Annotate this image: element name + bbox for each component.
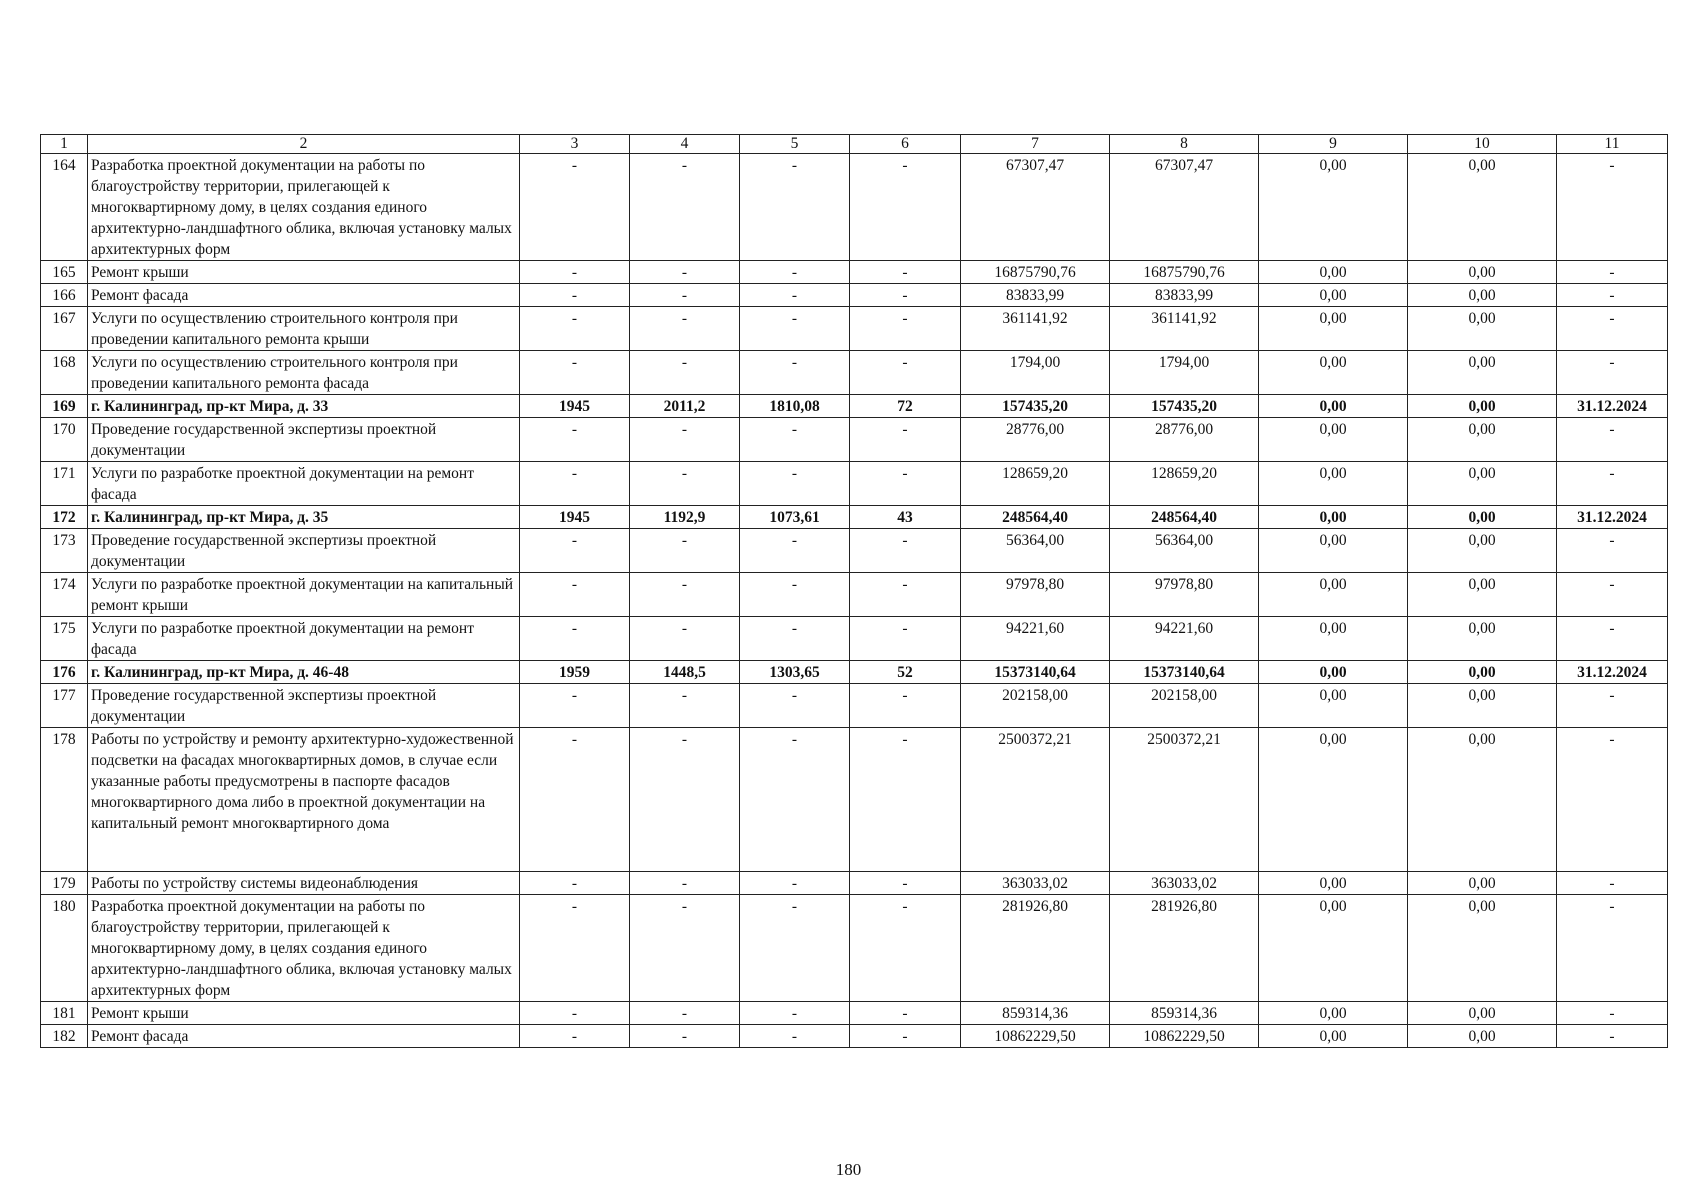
total-cost-cell: 83833,99 — [961, 284, 1110, 307]
work-description-cell: Проведение государственной экспертизы проектной документации — [88, 418, 520, 462]
completion-date-cell: - — [1557, 529, 1668, 573]
build-year-cell: - — [520, 351, 630, 395]
residents-count-cell: 72 — [850, 395, 961, 418]
total-area-cell: - — [630, 462, 740, 506]
fund-cost-cell: 28776,00 — [1110, 418, 1259, 462]
capital-repair-table — [40, 134, 1668, 1048]
work-description-cell: Услуги по осуществлению строительного контроля при проведении капитального ремонта крыши — [88, 307, 520, 351]
fund-cost-cell: 363033,02 — [1110, 872, 1259, 895]
residential-area-cell: - — [740, 872, 850, 895]
build-year-cell: - — [520, 1025, 630, 1048]
row-number-cell: 181 — [41, 1002, 88, 1025]
completion-date-cell: 31.12.2024 — [1557, 661, 1668, 684]
total-cost-cell: 56364,00 — [961, 529, 1110, 573]
total-cost-cell: 859314,36 — [961, 1002, 1110, 1025]
build-year-cell: - — [520, 1002, 630, 1025]
fund-cost-cell: 94221,60 — [1110, 617, 1259, 661]
other-cost-cell: 0,00 — [1408, 154, 1557, 261]
total-area-cell: - — [630, 573, 740, 617]
table-row — [41, 895, 1668, 1002]
residential-area-cell: - — [740, 684, 850, 728]
total-cost-cell: 15373140,64 — [961, 661, 1110, 684]
residential-area-cell: 1810,08 — [740, 395, 850, 418]
budget-cost-cell: 0,00 — [1259, 684, 1408, 728]
residential-area-cell: 1073,61 — [740, 506, 850, 529]
total-area-cell: - — [630, 351, 740, 395]
build-year-cell: - — [520, 284, 630, 307]
build-year-cell: - — [520, 307, 630, 351]
work-description-cell: Услуги по осуществлению строительного контроля при проведении капитального ремонта фасада — [88, 351, 520, 395]
completion-date-cell: - — [1557, 1002, 1668, 1025]
other-cost-cell: 0,00 — [1408, 506, 1557, 529]
build-year-cell: - — [520, 728, 630, 872]
row-number-cell: 169 — [41, 395, 88, 418]
residential-area-cell: - — [740, 261, 850, 284]
fund-cost-cell: 56364,00 — [1110, 529, 1259, 573]
completion-date-cell: - — [1557, 307, 1668, 351]
residential-area-cell: - — [740, 1002, 850, 1025]
residents-count-cell: - — [850, 684, 961, 728]
residents-count-cell: - — [850, 573, 961, 617]
residential-area-cell: - — [740, 573, 850, 617]
completion-date-cell: - — [1557, 418, 1668, 462]
budget-cost-cell: 0,00 — [1259, 728, 1408, 872]
completion-date-cell: - — [1557, 284, 1668, 307]
total-area-cell: - — [630, 529, 740, 573]
fund-cost-cell: 361141,92 — [1110, 307, 1259, 351]
budget-cost-cell: 0,00 — [1259, 284, 1408, 307]
total-area-cell: - — [630, 261, 740, 284]
table-row — [41, 154, 1668, 261]
total-cost-cell: 1794,00 — [961, 351, 1110, 395]
other-cost-cell: 0,00 — [1408, 395, 1557, 418]
fund-cost-cell: 157435,20 — [1110, 395, 1259, 418]
residents-count-cell: - — [850, 284, 961, 307]
table-row — [41, 872, 1668, 895]
document-sheet — [40, 134, 1667, 1048]
work-description-cell: Услуги по разработке проектной документации на капитальный ремонт крыши — [88, 573, 520, 617]
total-cost-cell: 94221,60 — [961, 617, 1110, 661]
other-cost-cell: 0,00 — [1408, 529, 1557, 573]
header-col-7: 7 — [961, 135, 1110, 154]
residential-area-cell: - — [740, 617, 850, 661]
other-cost-cell: 0,00 — [1408, 872, 1557, 895]
row-number-cell: 180 — [41, 895, 88, 1002]
total-cost-cell: 97978,80 — [961, 573, 1110, 617]
total-cost-cell: 67307,47 — [961, 154, 1110, 261]
row-number-cell: 171 — [41, 462, 88, 506]
row-number-cell: 175 — [41, 617, 88, 661]
work-description-cell: Разработка проектной документации на работы по благоустройству территории, прилегающей к многоквартирному дому, в целях создания единого архитектурно-ландшафтного облика, включая установку малых архитектурных форм — [88, 895, 520, 1002]
total-area-cell: - — [630, 728, 740, 872]
other-cost-cell: 0,00 — [1408, 261, 1557, 284]
build-year-cell: - — [520, 872, 630, 895]
header-col-9: 9 — [1259, 135, 1408, 154]
header-col-1: 1 — [41, 135, 88, 154]
build-year-cell: - — [520, 154, 630, 261]
table-row — [41, 284, 1668, 307]
total-cost-cell: 361141,92 — [961, 307, 1110, 351]
header-col-6: 6 — [850, 135, 961, 154]
residential-area-cell: - — [740, 284, 850, 307]
table-row — [41, 573, 1668, 617]
header-col-4: 4 — [630, 135, 740, 154]
work-description-cell: Ремонт крыши — [88, 261, 520, 284]
residential-area-cell: 1303,65 — [740, 661, 850, 684]
fund-cost-cell: 248564,40 — [1110, 506, 1259, 529]
header-col-2: 2 — [88, 135, 520, 154]
build-year-cell: - — [520, 529, 630, 573]
total-cost-cell: 363033,02 — [961, 872, 1110, 895]
residents-count-cell: - — [850, 154, 961, 261]
residents-count-cell: - — [850, 418, 961, 462]
fund-cost-cell: 859314,36 — [1110, 1002, 1259, 1025]
fund-cost-cell: 281926,80 — [1110, 895, 1259, 1002]
completion-date-cell: 31.12.2024 — [1557, 506, 1668, 529]
residents-count-cell: - — [850, 529, 961, 573]
build-year-cell: - — [520, 684, 630, 728]
work-description-cell: Разработка проектной документации на работы по благоустройству территории, прилегающей к многоквартирному дому, в целях создания единого архитектурно-ландшафтного облика, включая установку малых архитектурных форм — [88, 154, 520, 261]
completion-date-cell: - — [1557, 895, 1668, 1002]
work-description-cell: г. Калининград, пр-кт Мира, д. 33 — [88, 395, 520, 418]
table-row — [41, 728, 1668, 872]
budget-cost-cell: 0,00 — [1259, 351, 1408, 395]
build-year-cell: 1959 — [520, 661, 630, 684]
total-area-cell: - — [630, 284, 740, 307]
budget-cost-cell: 0,00 — [1259, 418, 1408, 462]
row-number-cell: 182 — [41, 1025, 88, 1048]
row-number-cell: 176 — [41, 661, 88, 684]
completion-date-cell: - — [1557, 728, 1668, 872]
fund-cost-cell: 202158,00 — [1110, 684, 1259, 728]
residents-count-cell: - — [850, 261, 961, 284]
fund-cost-cell: 15373140,64 — [1110, 661, 1259, 684]
work-description-cell: Проведение государственной экспертизы проектной документации — [88, 684, 520, 728]
total-area-cell: - — [630, 617, 740, 661]
work-description-cell: г. Калининград, пр-кт Мира, д. 46-48 — [88, 661, 520, 684]
budget-cost-cell: 0,00 — [1259, 573, 1408, 617]
fund-cost-cell: 97978,80 — [1110, 573, 1259, 617]
residential-area-cell: - — [740, 529, 850, 573]
table-row — [41, 351, 1668, 395]
residents-count-cell: - — [850, 895, 961, 1002]
total-cost-cell: 202158,00 — [961, 684, 1110, 728]
table-row — [41, 1002, 1668, 1025]
work-description-cell: Проведение государственной экспертизы проектной документации — [88, 529, 520, 573]
residential-area-cell: - — [740, 462, 850, 506]
total-cost-cell: 10862229,50 — [961, 1025, 1110, 1048]
header-col-11: 11 — [1557, 135, 1668, 154]
other-cost-cell: 0,00 — [1408, 1002, 1557, 1025]
total-area-cell: - — [630, 872, 740, 895]
table-row — [41, 261, 1668, 284]
total-area-cell: 1192,9 — [630, 506, 740, 529]
residents-count-cell: - — [850, 307, 961, 351]
row-number-cell: 172 — [41, 506, 88, 529]
completion-date-cell: - — [1557, 351, 1668, 395]
build-year-cell: - — [520, 462, 630, 506]
build-year-cell: - — [520, 573, 630, 617]
residents-count-cell: - — [850, 617, 961, 661]
row-number-cell: 173 — [41, 529, 88, 573]
header-col-8: 8 — [1110, 135, 1259, 154]
fund-cost-cell: 2500372,21 — [1110, 728, 1259, 872]
fund-cost-cell: 67307,47 — [1110, 154, 1259, 261]
other-cost-cell: 0,00 — [1408, 661, 1557, 684]
budget-cost-cell: 0,00 — [1259, 529, 1408, 573]
row-number-cell: 166 — [41, 284, 88, 307]
table-row — [41, 684, 1668, 728]
budget-cost-cell: 0,00 — [1259, 395, 1408, 418]
fund-cost-cell: 128659,20 — [1110, 462, 1259, 506]
budget-cost-cell: 0,00 — [1259, 1002, 1408, 1025]
other-cost-cell: 0,00 — [1408, 1025, 1557, 1048]
residential-area-cell: - — [740, 418, 850, 462]
total-area-cell: - — [630, 1025, 740, 1048]
residents-count-cell: - — [850, 1025, 961, 1048]
row-number-cell: 168 — [41, 351, 88, 395]
residents-count-cell: - — [850, 728, 961, 872]
residential-area-cell: - — [740, 154, 850, 261]
total-area-cell: - — [630, 418, 740, 462]
work-description-cell: Ремонт крыши — [88, 1002, 520, 1025]
other-cost-cell: 0,00 — [1408, 284, 1557, 307]
residents-count-cell: - — [850, 351, 961, 395]
table-row — [41, 617, 1668, 661]
table-row — [41, 418, 1668, 462]
total-area-cell: - — [630, 154, 740, 261]
budget-cost-cell: 0,00 — [1259, 661, 1408, 684]
work-description-cell: Работы по устройству системы видеонаблюдения — [88, 872, 520, 895]
work-description-cell: г. Калининград, пр-кт Мира, д. 35 — [88, 506, 520, 529]
other-cost-cell: 0,00 — [1408, 895, 1557, 1002]
total-area-cell: - — [630, 307, 740, 351]
total-cost-cell: 281926,80 — [961, 895, 1110, 1002]
residential-area-cell: - — [740, 1025, 850, 1048]
total-cost-cell: 16875790,76 — [961, 261, 1110, 284]
table-row — [41, 462, 1668, 506]
other-cost-cell: 0,00 — [1408, 307, 1557, 351]
total-cost-cell: 128659,20 — [961, 462, 1110, 506]
residential-area-cell: - — [740, 351, 850, 395]
budget-cost-cell: 0,00 — [1259, 307, 1408, 351]
completion-date-cell: - — [1557, 617, 1668, 661]
build-year-cell: - — [520, 617, 630, 661]
table-row — [41, 1025, 1668, 1048]
header-col-5: 5 — [740, 135, 850, 154]
build-year-cell: 1945 — [520, 395, 630, 418]
row-number-cell: 177 — [41, 684, 88, 728]
budget-cost-cell: 0,00 — [1259, 506, 1408, 529]
residential-area-cell: - — [740, 307, 850, 351]
total-cost-cell: 248564,40 — [961, 506, 1110, 529]
table-row — [41, 307, 1668, 351]
work-description-cell: Услуги по разработке проектной документации на ремонт фасада — [88, 617, 520, 661]
column-number-row — [41, 135, 1668, 154]
row-number-cell: 165 — [41, 261, 88, 284]
other-cost-cell: 0,00 — [1408, 617, 1557, 661]
other-cost-cell: 0,00 — [1408, 684, 1557, 728]
total-area-cell: - — [630, 684, 740, 728]
address-row — [41, 506, 1668, 529]
row-number-cell: 170 — [41, 418, 88, 462]
completion-date-cell: - — [1557, 261, 1668, 284]
residents-count-cell: - — [850, 462, 961, 506]
budget-cost-cell: 0,00 — [1259, 872, 1408, 895]
row-number-cell: 167 — [41, 307, 88, 351]
total-area-cell: 1448,5 — [630, 661, 740, 684]
row-number-cell: 179 — [41, 872, 88, 895]
other-cost-cell: 0,00 — [1408, 728, 1557, 872]
total-area-cell: - — [630, 895, 740, 1002]
header-col-10: 10 — [1408, 135, 1557, 154]
address-row — [41, 661, 1668, 684]
other-cost-cell: 0,00 — [1408, 418, 1557, 462]
build-year-cell: - — [520, 895, 630, 1002]
budget-cost-cell: 0,00 — [1259, 617, 1408, 661]
residential-area-cell: - — [740, 895, 850, 1002]
address-row — [41, 395, 1668, 418]
fund-cost-cell: 10862229,50 — [1110, 1025, 1259, 1048]
completion-date-cell: - — [1557, 154, 1668, 261]
fund-cost-cell: 83833,99 — [1110, 284, 1259, 307]
completion-date-cell: 31.12.2024 — [1557, 395, 1668, 418]
residents-count-cell: 52 — [850, 661, 961, 684]
budget-cost-cell: 0,00 — [1259, 261, 1408, 284]
completion-date-cell: - — [1557, 1025, 1668, 1048]
completion-date-cell: - — [1557, 462, 1668, 506]
total-area-cell: 2011,2 — [630, 395, 740, 418]
table-row — [41, 529, 1668, 573]
build-year-cell: - — [520, 261, 630, 284]
budget-cost-cell: 0,00 — [1259, 895, 1408, 1002]
header-col-3: 3 — [520, 135, 630, 154]
row-number-cell: 178 — [41, 728, 88, 872]
fund-cost-cell: 1794,00 — [1110, 351, 1259, 395]
budget-cost-cell: 0,00 — [1259, 154, 1408, 261]
residents-count-cell: - — [850, 1002, 961, 1025]
total-cost-cell: 28776,00 — [961, 418, 1110, 462]
build-year-cell: 1945 — [520, 506, 630, 529]
budget-cost-cell: 0,00 — [1259, 462, 1408, 506]
completion-date-cell: - — [1557, 872, 1668, 895]
fund-cost-cell: 16875790,76 — [1110, 261, 1259, 284]
page-number: 180 — [835, 1160, 862, 1179]
residential-area-cell: - — [740, 728, 850, 872]
completion-date-cell: - — [1557, 573, 1668, 617]
completion-date-cell: - — [1557, 684, 1668, 728]
total-area-cell: - — [630, 1002, 740, 1025]
work-description-cell: Ремонт фасада — [88, 284, 520, 307]
total-cost-cell: 2500372,21 — [961, 728, 1110, 872]
total-cost-cell: 157435,20 — [961, 395, 1110, 418]
residents-count-cell: - — [850, 872, 961, 895]
row-number-cell: 164 — [41, 154, 88, 261]
work-description-cell: Ремонт фасада — [88, 1025, 520, 1048]
budget-cost-cell: 0,00 — [1259, 1025, 1408, 1048]
build-year-cell: - — [520, 418, 630, 462]
residents-count-cell: 43 — [850, 506, 961, 529]
row-number-cell: 174 — [41, 573, 88, 617]
work-description-cell: Услуги по разработке проектной документации на ремонт фасада — [88, 462, 520, 506]
other-cost-cell: 0,00 — [1408, 573, 1557, 617]
other-cost-cell: 0,00 — [1408, 462, 1557, 506]
other-cost-cell: 0,00 — [1408, 351, 1557, 395]
work-description-cell: Работы по устройству и ремонту архитектурно-художественной подсветки на фасадах многоквартирных домов, в случае если указанные работы предусмотрены в паспорте фасадов многоквартирного дома либо в проектной документации на капитальный ремонт многоквартирного дома — [88, 728, 520, 872]
